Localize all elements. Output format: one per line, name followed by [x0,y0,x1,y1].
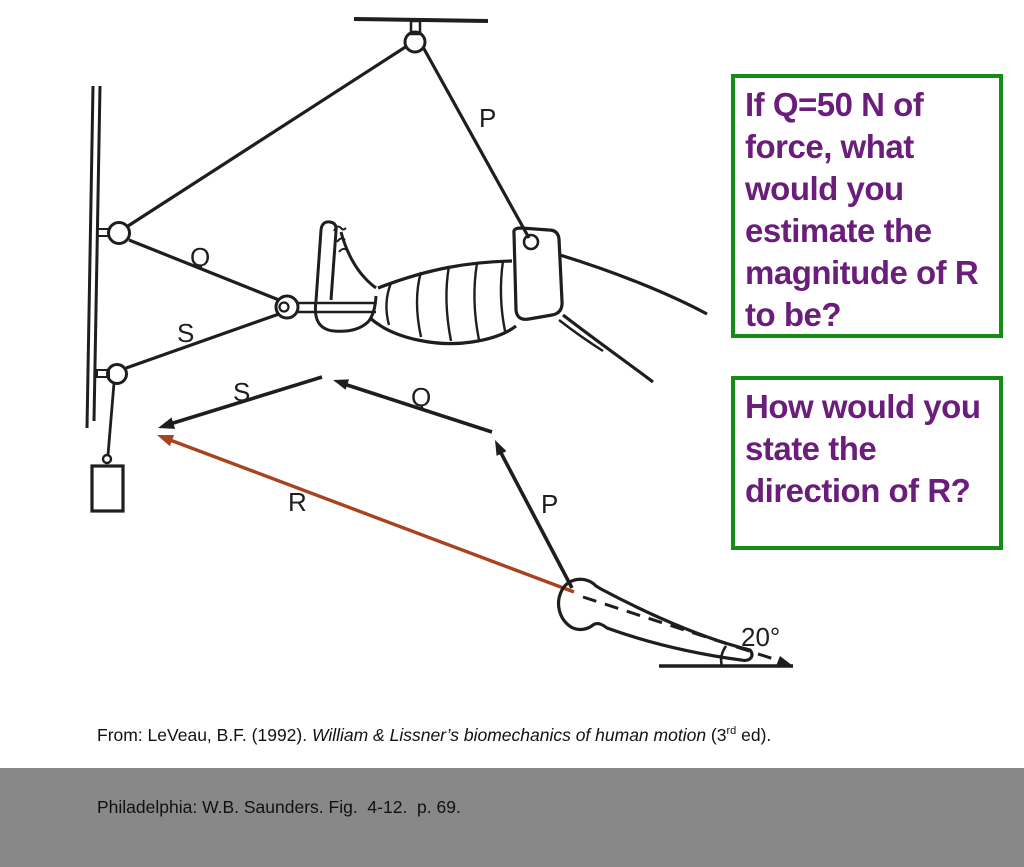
knee-crease-line [559,320,603,351]
rope-top-left [128,46,407,226]
cast-bottom-edge [370,318,516,344]
vector-q-label: Q [411,382,432,412]
citation-line2: Philadelphia: W.B. Saunders. Fig. 4-12. p. 69. [97,797,461,817]
foot-front [341,232,376,288]
sling-hole-icon [524,235,538,249]
rope-p [423,47,529,238]
rope-s-label: S [177,318,195,348]
weight-block [92,466,123,511]
vector-s-arrowhead [158,418,175,429]
ankle-pulley-ring [280,303,289,312]
cast-top-edge [378,261,512,288]
rope-s [126,314,279,368]
question-box-magnitude [731,74,1003,338]
pulley-upper-left-icon [109,223,130,244]
cast-bands [386,261,505,341]
vector-p-arrowhead [495,440,507,456]
citation-book-title: William & Lissner’s biomechanics of human motion [311,725,707,745]
vector-s-label: S [233,377,251,407]
vector-r-label: R [288,487,307,517]
question-box-direction [731,376,1003,550]
angle-label: 20° [741,622,781,652]
citation [97,675,777,867]
pulley-lower-left-icon [108,365,127,384]
question-magnitude-text: If Q=50 N of force, what would you estimate the magnitude of R to be? [745,86,979,333]
rope-q-label: Q [190,242,211,272]
footplate [316,222,336,301]
traction-apparatus-drawing [87,19,707,511]
citation-line1 [97,723,777,747]
leg-in-cast-drawing [315,222,707,382]
vector-q-arrowhead [333,379,349,389]
thigh-bottom-line [563,315,653,382]
vector-r-arrowhead [157,435,174,446]
thigh-top-line [560,255,707,314]
vector-diagram [157,377,793,666]
spreader-rod [297,303,376,312]
rope-p-label: P [479,103,497,133]
knee-sling [514,228,562,319]
citation-edition-post: ed). [736,725,772,745]
hanging-weight [92,383,123,511]
vector-r [157,435,574,592]
question-direction-text: How would you state the direction of R? [745,388,981,509]
citation-edition-pre: (3 [706,725,727,745]
weight-rope [108,383,114,455]
citation-prefix: From: LeVeau, B.F. (1992). [97,725,312,745]
citation-edition-sup: rd [726,725,737,738]
heel-cup [315,296,376,331]
vector-p-label: P [541,489,559,519]
weight-hook-icon [103,455,111,463]
